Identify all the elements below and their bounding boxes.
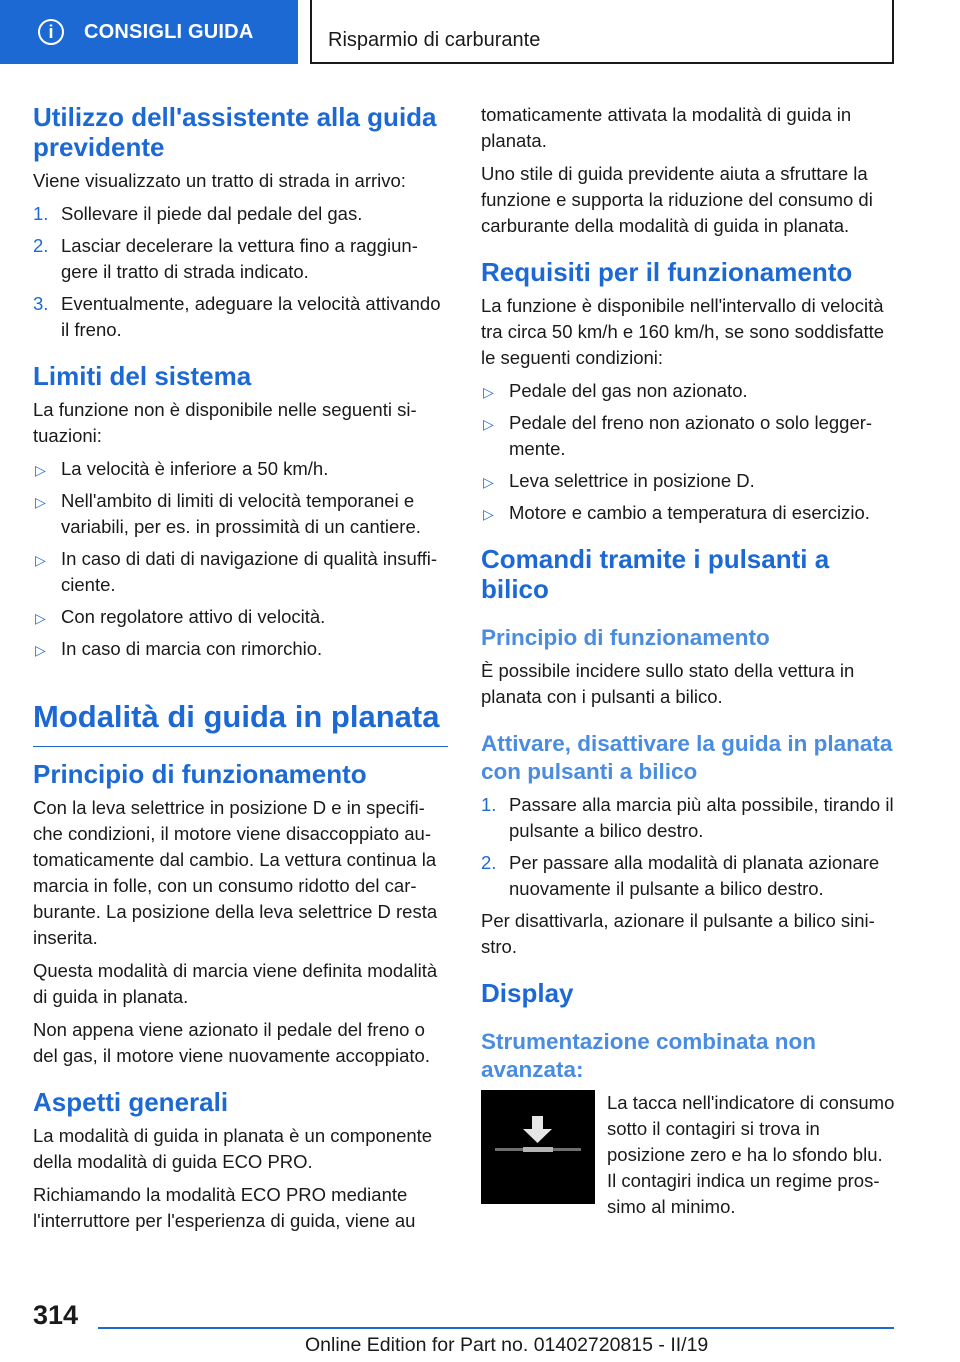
usage-steps (33, 201, 448, 343)
list-item (481, 850, 896, 902)
heading-controls: Comandi tramite i pulsanti a bilico (481, 544, 830, 604)
edition-note: Online Edition for Part no. 01402720815 - II/19 (305, 1334, 709, 1356)
continued-paragraph: tomaticamente attivata la modalità di guida in planata. (481, 104, 852, 151)
principle-paragraph: Questa modalità di marcia viene definita modalità di guida in planata. (33, 960, 438, 1007)
heading-display: Display (481, 978, 574, 1008)
bullet-text: Pedale del freno non azionato o solo leggermente. (509, 412, 873, 459)
footer-divider (98, 1327, 894, 1329)
triangle-bullet-icon: ▷ (35, 494, 46, 510)
step-text: Eventualmente, adeguare la velocità attivando il freno. (61, 293, 441, 340)
heading-usage: Utilizzo dell'assistente alla guida previdente (33, 102, 437, 162)
list-item (33, 456, 448, 482)
list-item (481, 410, 896, 462)
triangle-bullet-icon: ▷ (35, 552, 46, 568)
display-description: La tacca nell'indicatore di consumo sotto il contagiri si trova in posizione zero e ha lo sfondo blu. Il contagiri indica un regime prossimo al minimo. (607, 1092, 895, 1217)
bullet-text: In caso di dati di navigazione di qualità insufficiente. (61, 548, 438, 595)
step-number: 1. (33, 203, 49, 224)
section-tab (0, 0, 298, 64)
list-item (481, 792, 896, 844)
step-number: 2. (481, 852, 497, 873)
general-paragraph: La modalità di guida in planata è un componente della modalità di guida ECO PRO. (33, 1125, 433, 1172)
glide-indicator-icon (481, 1090, 595, 1204)
info-icon: i (38, 19, 64, 45)
bullet-text: Pedale del gas non azionato. (509, 380, 748, 401)
bullet-text: Leva selettrice in posizione D. (509, 470, 755, 491)
step-text: Lasciar decelerare la vettura fino a raggiungere il tratto di strada indicato. (61, 235, 418, 282)
triangle-bullet-icon: ▷ (483, 416, 494, 432)
page-number: 314 (33, 1300, 79, 1330)
principle-paragraph: Non appena viene azionato il pedale del freno o del gas, il motore viene nuovamente accoppiato. (33, 1019, 430, 1066)
triangle-bullet-icon: ▷ (483, 506, 494, 522)
bullet-text: In caso di marcia con rimorchio. (61, 638, 323, 659)
step-number: 2. (33, 235, 49, 256)
heading-limits: Limiti del sistema (33, 361, 252, 391)
heading-principle-2: Principio di funzionamento (481, 625, 770, 650)
list-item (33, 233, 448, 285)
triangle-bullet-icon: ▷ (483, 474, 494, 490)
heading-instrument: Strumentazione combinata non avanzata: (481, 1029, 817, 1082)
step-text: Passare alla marcia più alta possibile, tirando il pulsante a bilico destro. (509, 794, 894, 841)
triangle-bullet-icon: ▷ (483, 384, 494, 400)
heading-principle: Principio di funzionamento (33, 759, 367, 789)
list-item (33, 291, 448, 343)
triangle-bullet-icon: ▷ (35, 610, 46, 626)
limits-list (33, 456, 448, 662)
triangle-bullet-icon: ▷ (35, 642, 46, 658)
activate-steps (481, 792, 896, 902)
heading-mode: Modalità di guida in planata (33, 698, 448, 747)
bullet-text: La velocità è inferiore a 50 km/h. (61, 458, 329, 479)
principle-paragraph: Con la leva selettrice in posizione D e in specifiche condizioni, il motore viene disaccoppiato automaticamente dal cambio. La vettura continua la marcia in folle, con un consumo ridotto del carburante. La posizione della leva selettrice D resta inserita. (33, 797, 438, 948)
list-item (33, 604, 448, 630)
step-text: Per passare alla modalità di planata azionare nuovamente il pulsante a bilico destro. (509, 852, 880, 899)
general-paragraph: Richiamando la modalità ECO PRO mediante l'interruttore per l'esperienza di guida, viene au (33, 1184, 416, 1231)
limits-intro: La funzione non è disponibile nelle seguenti situazioni: (33, 399, 417, 446)
step-number: 1. (481, 794, 497, 815)
right-column (481, 102, 896, 1220)
list-item (33, 636, 448, 662)
list-item (33, 546, 448, 598)
list-item (33, 201, 448, 227)
list-item (481, 468, 896, 494)
heading-activate: Attivare, disattivare la guida in planata con pulsanti a bilico (481, 731, 893, 784)
bullet-text: Motore e cambio a temperatura di esercizio. (509, 502, 870, 523)
header-frame (310, 0, 894, 64)
bullet-text: Nell'ambito di limiti di velocità temporanei e variabili, per es. in prossimità di un cantiere. (61, 490, 421, 537)
continued-paragraph: Uno stile di guida previdente aiuta a sfruttare la funzione e supporta la riduzione del consumo di carburante della modalità di guida in planata. (481, 163, 873, 236)
bullet-text: Con regolatore attivo di velocità. (61, 606, 326, 627)
usage-intro: Viene visualizzato un tratto di strada in arrivo: (33, 170, 406, 191)
list-item (481, 500, 896, 526)
requirements-list (481, 378, 896, 526)
deactivate-paragraph: Per disattivarla, azionare il pulsante a bilico sinistro. (481, 910, 875, 957)
step-text: Sollevare il piede dal pedale del gas. (61, 203, 363, 224)
display-row (481, 1090, 896, 1220)
instrument-display-image (481, 1090, 595, 1204)
triangle-bullet-icon: ▷ (35, 462, 46, 478)
breadcrumb: Risparmio di carburante (328, 29, 541, 51)
list-item (481, 378, 896, 404)
left-column (33, 102, 448, 1241)
section-tab-label: CONSIGLI GUIDA (84, 20, 254, 43)
list-item (33, 488, 448, 540)
heading-general: Aspetti generali (33, 1087, 229, 1117)
step-number: 3. (33, 293, 49, 314)
heading-requirements: Requisiti per il funzionamento (481, 257, 853, 287)
requirements-intro: La funzione è disponibile nell'intervallo di velocità tra circa 50 km/h e 160 km/h, se sono soddisfatte le seguenti condizioni: (481, 295, 885, 368)
principle-2-paragraph: È possibile incidere sullo stato della vettura in planata con i pulsanti a bilico. (481, 660, 855, 707)
